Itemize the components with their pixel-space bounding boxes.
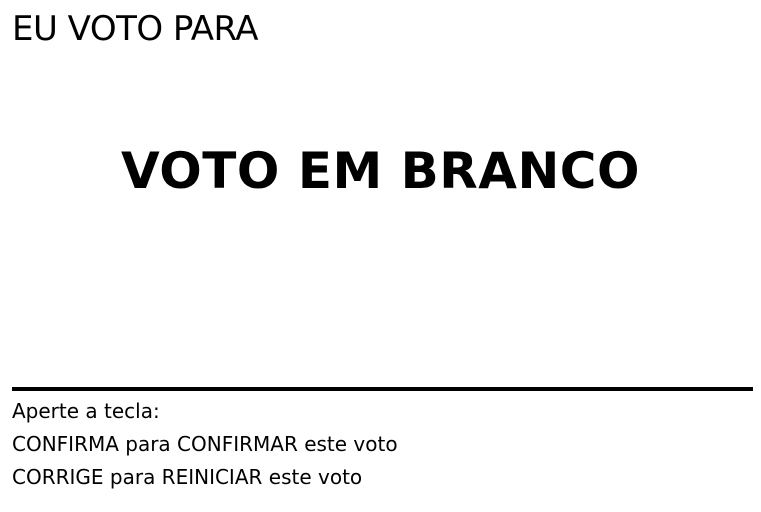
instructions bbox=[12, 395, 398, 494]
instructions-confirm: CONFIRMA para CONFIRMAR este voto bbox=[12, 432, 398, 456]
instructions-correct: CORRIGE para REINICIAR este voto bbox=[12, 465, 363, 489]
instructions-prompt: Aperte a tecla: bbox=[12, 399, 160, 423]
divider bbox=[12, 387, 753, 391]
blank-vote-label: VOTO EM BRANCO bbox=[120, 142, 640, 200]
page-title: EU VOTO PARA bbox=[12, 9, 259, 49]
